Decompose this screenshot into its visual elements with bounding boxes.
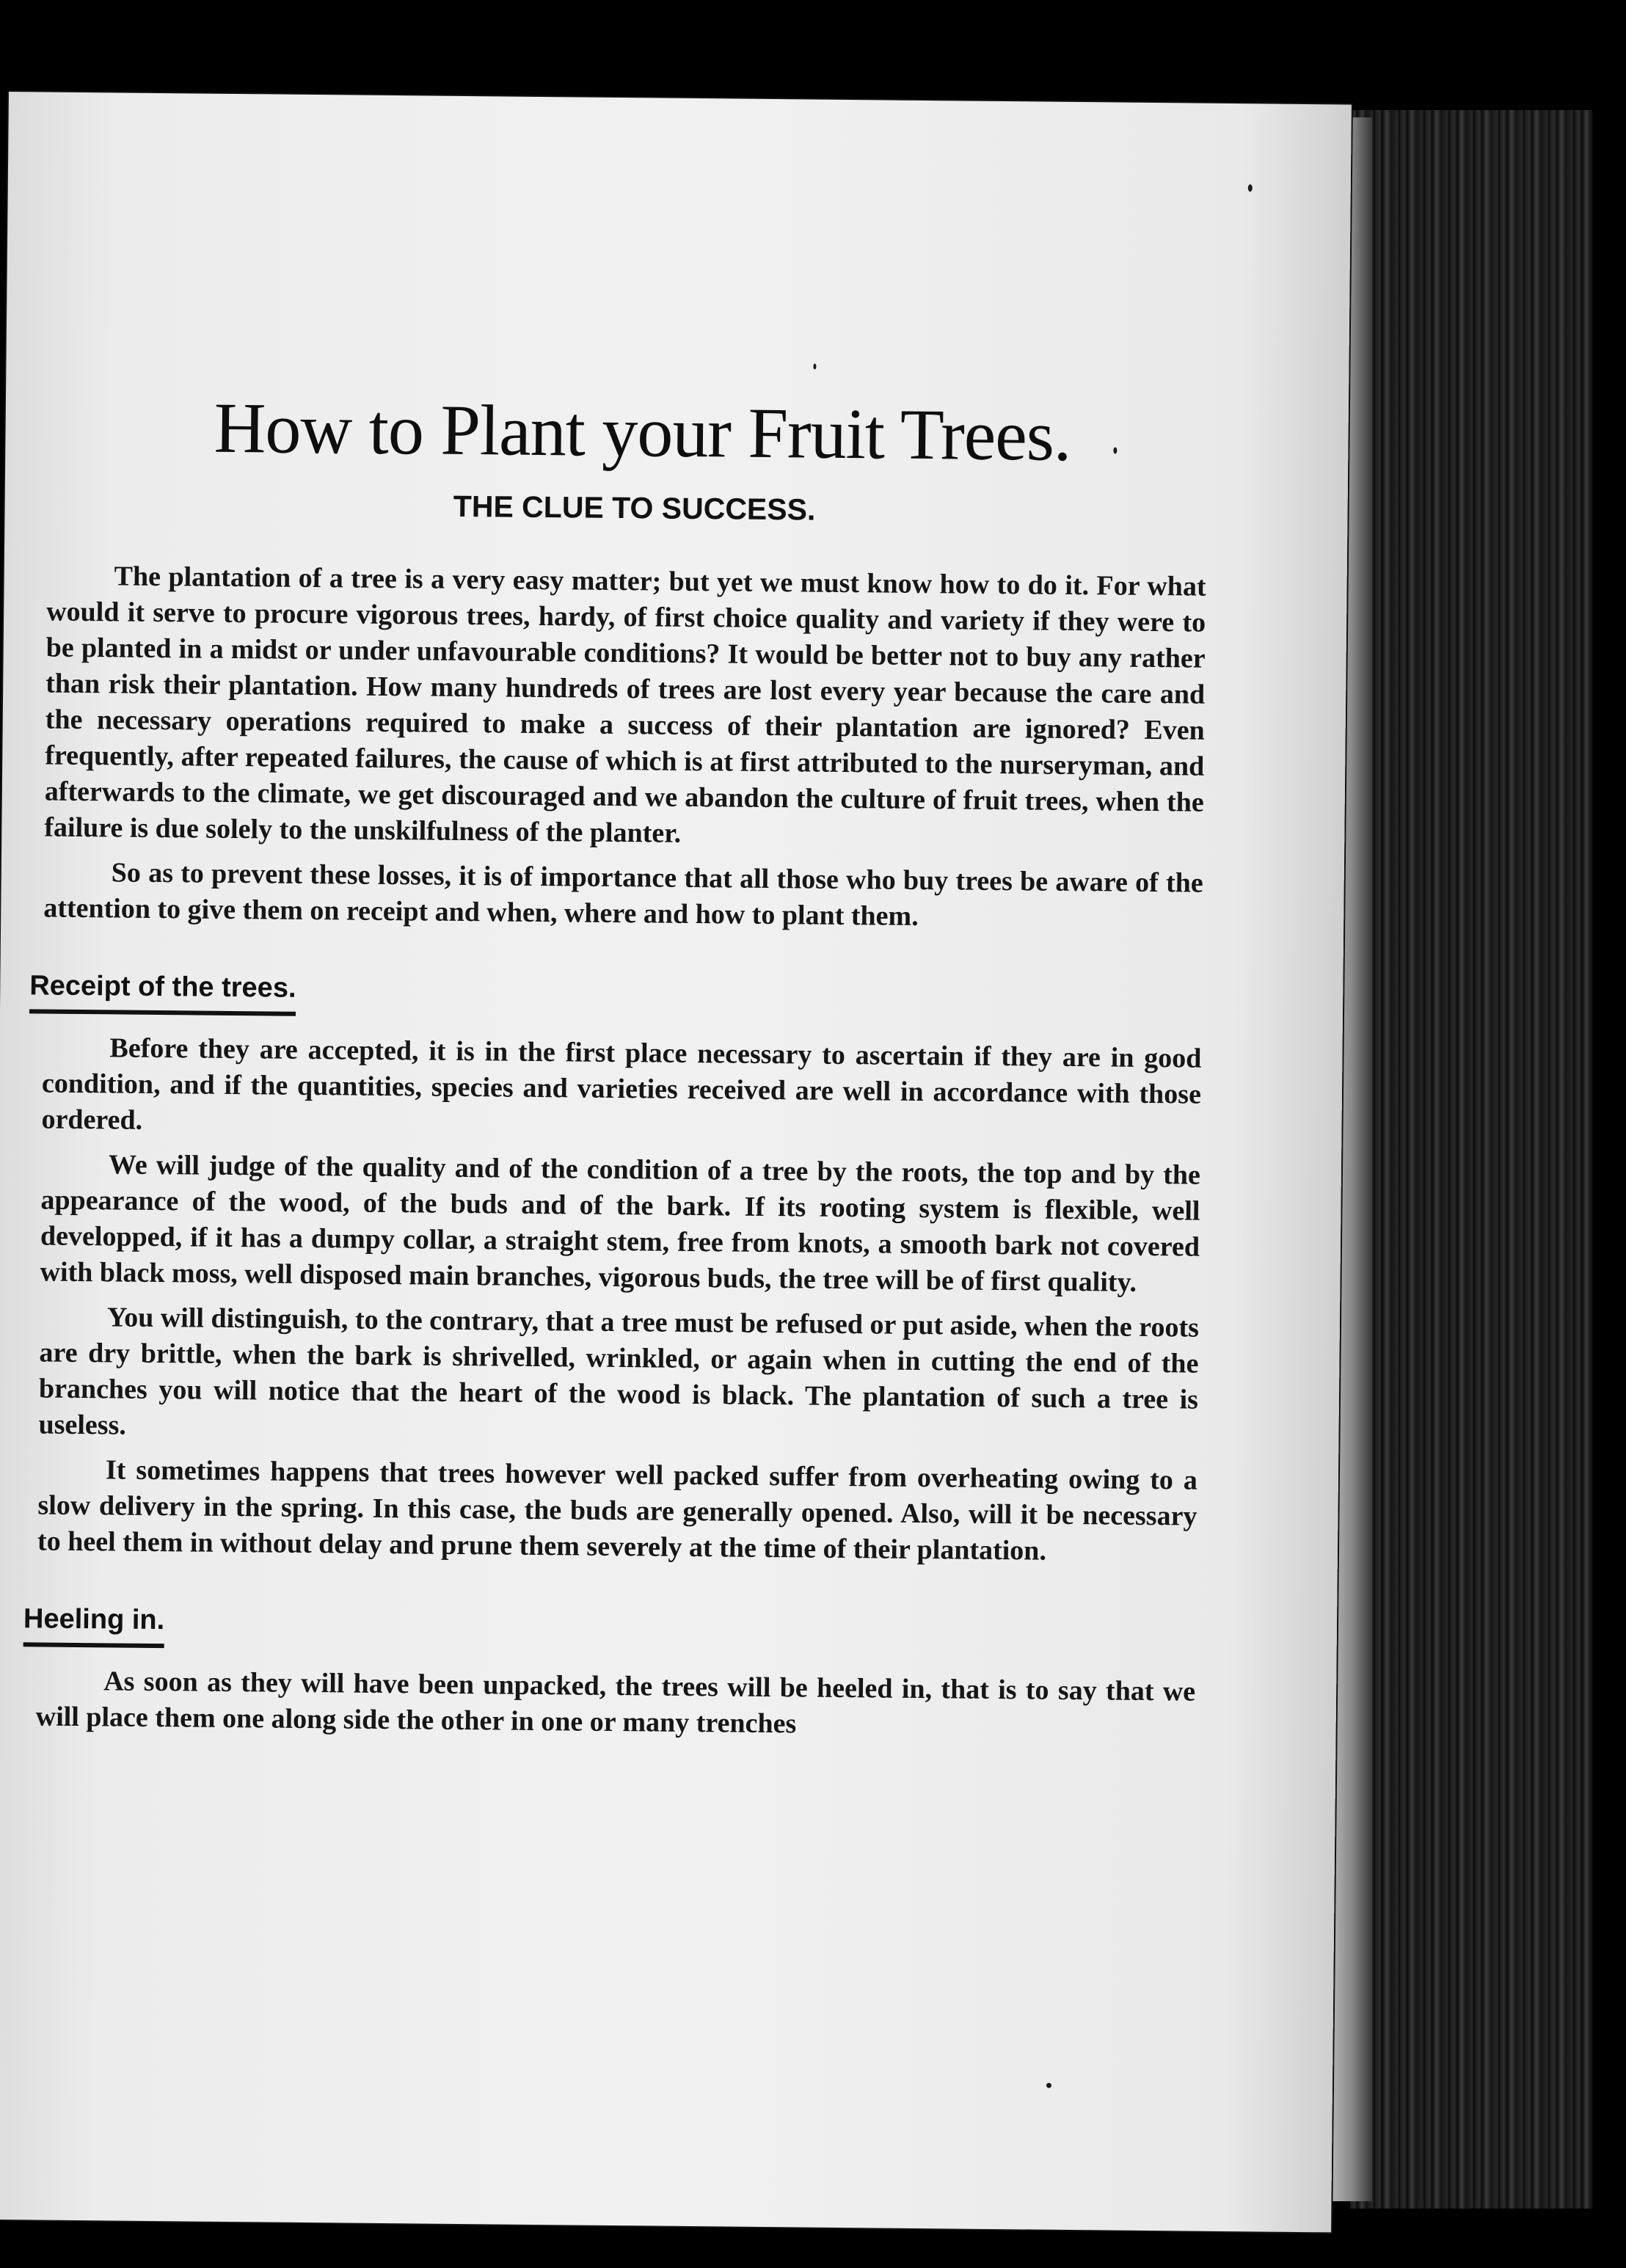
body-paragraph: You will distinguish, to the contrary, that a tree must be refused or put aside, when the roots are dry brittle, when the bark is shrivelled, wrinkled, or again when in cutting the end of the branches you will notice that the heart of the wood is black. The plantation of such a tree is useless. [38, 1302, 1200, 1441]
body-paragraph: It sometimes happens that trees however well packed suffer from overheating owing to a slow delivery in the spring. In this case, the buds are generally opened. Also, will it be necessary to heel them in without delay and prune them severely at the time of their plantation. [37, 1454, 1198, 1567]
intro-section [43, 558, 1206, 938]
section-heading: Heeling in. [23, 1603, 165, 1648]
section-heeling-in [23, 1559, 1197, 1746]
dust-speck [1248, 184, 1253, 192]
body-paragraph: As soon as they will have been unpacked, the trees will be heeled in, that is to say that we will place them one along side the other in one or many trenches [35, 1666, 1196, 1740]
body-paragraph: So as to prevent these losses, it is of importance that all those who buy trees be aware of the attention to give them on receipt and when, where and how to plant them. [43, 857, 1203, 932]
body-paragraph: The plantation of a tree is a very easy matter; but yet we must know how to do it. For what would it serve to procure vigorous trees, hardy, of first choice quality and variety if they were to be planted in a midst or under unfavourable conditions? It would be better not to buy any rather than risk their plantation. How many hundreds of trees are lost every year because the care and the necessary operations required to make a success of their plantation are ignored? Even frequently, after repeated failures, the cause of which is at first attributed to the nurseryman, and afterwards to the climate, we get discouraged and we abandon the culture of fruit trees, when the failure is due solely to the unskilfulness of the planter. [44, 561, 1206, 849]
section-receipt-of-trees [29, 927, 1203, 1571]
page-content [23, 386, 1208, 1746]
page-title: How to Plant your Fruit Trees. [214, 388, 1072, 476]
page-block-edge [1350, 110, 1592, 2209]
dust-speck [813, 364, 816, 370]
body-paragraph: Before they are accepted, it is in the first place necessary to ascertain if they are in good condition, and if the quantities, species and varieties received are well in accordance with those ordered. [41, 1032, 1202, 1136]
book-page [0, 92, 1352, 2232]
body-paragraph: We will judge of the quality and of the condition of a tree by the roots, the top and by the appearance of the wood, of the buds and of the bark. If its rooting system is flexible, well developped, if it has a dumpy collar, a straight stem, free from knots, a smooth bark not covered with black moss, well disposed main branches, vigorous buds, the tree will be of first quality. [40, 1149, 1201, 1298]
page-subtitle: THE CLUE TO SUCCESS. [453, 489, 816, 527]
dust-speck [1046, 2083, 1051, 2088]
section-heading: Receipt of the trees. [29, 970, 296, 1016]
